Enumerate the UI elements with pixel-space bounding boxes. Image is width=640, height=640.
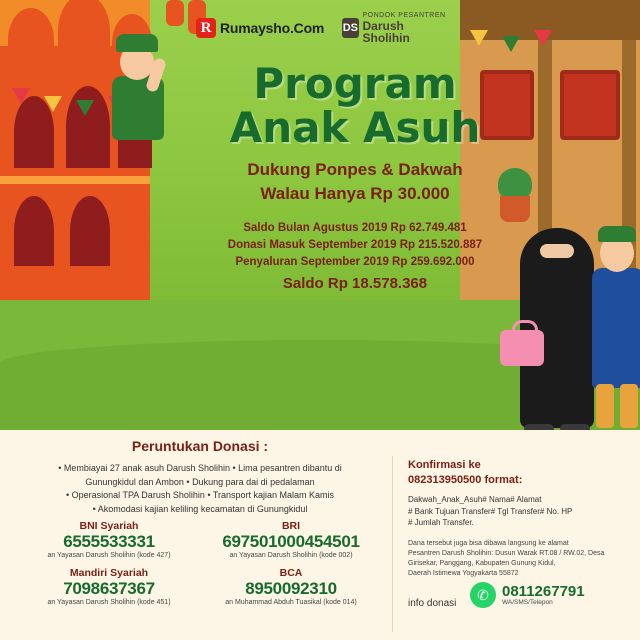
confirmation-address-note bbox=[408, 539, 622, 579]
confirmation-title-1: Konfirmasi ke bbox=[408, 459, 481, 471]
bank-holder: an Muhammad Abduh Tuasikal (kode 014) bbox=[225, 599, 357, 606]
note-line: Dana tersebut juga bisa dibawa langsung ke alamat bbox=[408, 539, 569, 547]
whatsapp-icon: ✆ bbox=[470, 582, 496, 608]
mosque-band bbox=[0, 176, 150, 184]
bank-accounts bbox=[18, 520, 382, 614]
peci-cap-icon bbox=[598, 226, 636, 242]
stat-row: Donasi Masuk September 2019 Rp 215.520.887 bbox=[227, 239, 483, 251]
bullet-line: Gunungkidul dan Ambon • Dukung para dai di pedalaman bbox=[85, 476, 315, 487]
bank-holder: an Yayasan Darush Sholihin (kode 002) bbox=[229, 552, 353, 559]
mosque-arch bbox=[14, 196, 54, 266]
rumaysho-logo-text: Rumaysho.Com bbox=[220, 20, 325, 36]
mosque-dome-icon bbox=[58, 0, 110, 68]
bank-account-item bbox=[200, 567, 382, 606]
whatsapp-contact[interactable] bbox=[470, 582, 585, 608]
format-line: Dakwah_Anak_Asuh# Nama# Alamat bbox=[408, 495, 542, 504]
house-window bbox=[560, 70, 620, 140]
character-boy-right bbox=[592, 268, 640, 388]
bank-account-item bbox=[18, 567, 200, 606]
headline-line-1: Program bbox=[253, 59, 457, 108]
bank-holder: an Yayasan Darush Sholihin (kode 451) bbox=[47, 599, 171, 606]
whatsapp-number[interactable]: 0811267791 bbox=[502, 583, 585, 600]
bank-holder: an Yayasan Darush Sholihin (kode 427) bbox=[47, 552, 171, 559]
info-donasi-label: info donasi bbox=[408, 598, 457, 609]
lantern-icon bbox=[166, 0, 184, 26]
whatsapp-sublabel: WA/SMS/Telepon bbox=[502, 599, 553, 606]
darush-sholihin-logo-top: PONDOK PESANTREN bbox=[362, 12, 446, 19]
format-line: # Bank Tujuan Transfer# Tgl Transfer# No. HP bbox=[408, 506, 573, 516]
bullet-line: • Akomodasi kajian keliling kecamatan di Gunungkidul bbox=[92, 503, 308, 514]
bank-account-row bbox=[18, 520, 382, 567]
mosque-dome-icon bbox=[8, 8, 54, 72]
house-roof bbox=[460, 0, 640, 40]
note-line: Girisekar, Panggang, Kabupaten Gunung Kidul, bbox=[408, 559, 556, 567]
panel-divider bbox=[392, 456, 393, 632]
confirmation-format bbox=[408, 494, 622, 529]
peci-cap-icon bbox=[116, 34, 158, 52]
mosque-arch bbox=[70, 196, 110, 266]
bank-number[interactable]: 7098637367 bbox=[63, 579, 155, 598]
note-line: Pesantren Darush Sholihin: Dusun Warak RT.08 / RW.02, Desa bbox=[408, 549, 605, 557]
bank-number[interactable]: 6555533331 bbox=[63, 532, 155, 551]
stat-row: Penyaluran September 2019 Rp 259.692.000 bbox=[235, 256, 475, 268]
bullet-line: • Operasional TPA Darush Sholihin • Transport kajian Malam Kamis bbox=[65, 490, 335, 500]
stat-row: Saldo Bulan Agustus 2019 Rp 62.749.481 bbox=[243, 222, 467, 234]
logo-bar bbox=[196, 8, 446, 48]
headline-sub-2: Walau Hanya Rp 30.000 bbox=[260, 184, 450, 203]
headline-block bbox=[190, 59, 520, 294]
character-boy-right-leg bbox=[620, 384, 638, 428]
format-line: # Jumlah Transfer. bbox=[408, 518, 474, 527]
bank-number[interactable]: 697501000454501 bbox=[222, 532, 360, 551]
bank-name: BRI bbox=[281, 520, 301, 532]
handbag-icon bbox=[500, 330, 544, 366]
bank-name: BNI Syariah bbox=[79, 520, 139, 532]
donations-title: Peruntukan Donasi : bbox=[131, 438, 269, 454]
bank-account-row bbox=[18, 567, 382, 614]
headline-sub-1: Dukung Ponpes & Dakwah bbox=[247, 160, 463, 179]
confirmation-block bbox=[408, 458, 622, 579]
bank-name: Mandiri Syariah bbox=[69, 567, 149, 579]
mosque-arch bbox=[14, 96, 54, 168]
note-line: Daerah Istimewa Yogyakarta 55872 bbox=[408, 569, 519, 577]
bullet-line: • Membiayai 27 anak asuh Darush Sholihin • Lima pesantren dibantu di bbox=[58, 463, 342, 473]
balance-amount: Saldo Rp 18.578.368 bbox=[282, 275, 428, 292]
donations-bullet-list bbox=[24, 462, 376, 516]
confirmation-title-2[interactable]: 082313950500 format: bbox=[408, 474, 523, 486]
character-boy-right-leg bbox=[596, 384, 614, 428]
bank-number[interactable]: 8950092310 bbox=[245, 579, 337, 598]
bank-account-item bbox=[18, 520, 200, 559]
rumaysho-mark-icon: R bbox=[196, 18, 216, 38]
bank-name: BCA bbox=[279, 567, 303, 579]
headline-line-2: Anak Asuh bbox=[229, 103, 481, 152]
info-panel bbox=[0, 430, 640, 640]
darush-sholihin-logo-bottom: Darush Sholihin bbox=[362, 19, 410, 45]
bank-account-item bbox=[200, 520, 382, 559]
darush-sholihin-mark-icon: DS bbox=[342, 18, 358, 38]
financial-summary bbox=[190, 220, 520, 294]
rumaysho-logo[interactable] bbox=[196, 18, 324, 38]
mosque-arch bbox=[66, 86, 110, 168]
darush-sholihin-logo[interactable] bbox=[342, 12, 446, 44]
character-woman-face bbox=[540, 244, 574, 258]
